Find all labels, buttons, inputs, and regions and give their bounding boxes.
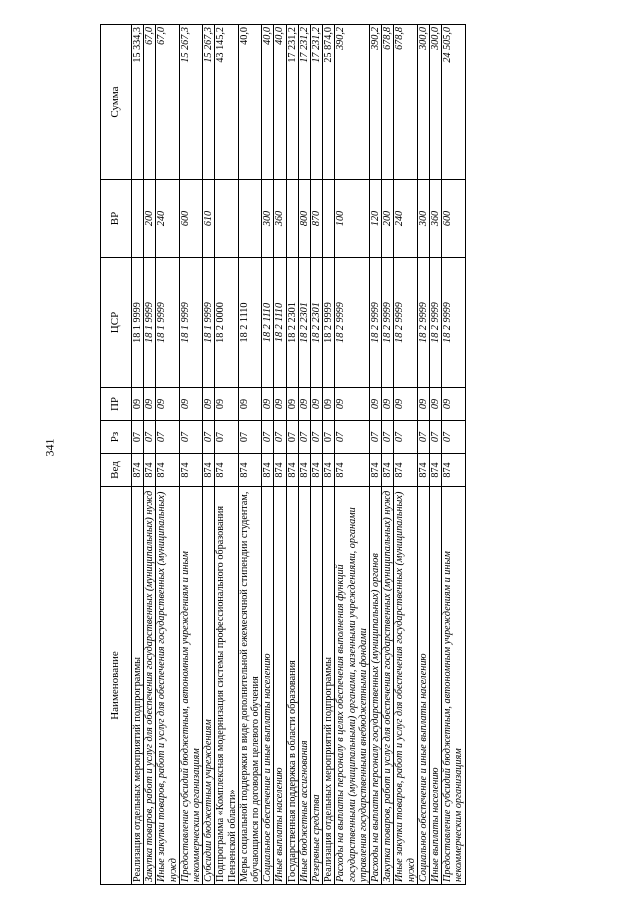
cell-sum: 390,2 xyxy=(335,25,370,180)
cell-csr: 18 2 2301 xyxy=(286,258,298,388)
cell-csr: 18 1 9999 xyxy=(144,258,156,388)
cell-rz: 07 xyxy=(382,421,394,454)
cell-rz: 07 xyxy=(144,421,156,454)
cell-sum: 678,8 xyxy=(382,25,394,180)
cell-pr: 09 xyxy=(382,388,394,421)
cell-vr: 610 xyxy=(203,180,215,258)
cell-rz: 07 xyxy=(262,421,274,454)
header-ved: Вед xyxy=(101,454,132,487)
cell-rz: 07 xyxy=(286,421,298,454)
cell-name: Реализация отдельных мероприятий подпрограммы xyxy=(132,487,144,885)
cell-csr: 18 2 9999 xyxy=(394,258,417,388)
cell-csr: 18 2 9999 xyxy=(430,258,442,388)
cell-name: Закупка товаров, работ и услуг для обеспечения государственных (муниципальных) нужд xyxy=(382,487,394,885)
cell-ved: 874 xyxy=(417,454,429,487)
cell-sum: 67,0 xyxy=(144,25,156,180)
cell-rz: 07 xyxy=(311,421,323,454)
cell-sum: 67,0 xyxy=(156,25,179,180)
cell-name: Государственная поддержка в области образования xyxy=(286,487,298,885)
budget-table-container xyxy=(100,25,466,885)
cell-sum: 300,0 xyxy=(430,25,442,180)
cell-ved: 874 xyxy=(215,454,238,487)
cell-ved: 874 xyxy=(203,454,215,487)
cell-pr: 09 xyxy=(335,388,370,421)
page-number: 341 xyxy=(42,438,57,457)
cell-name: Иные выплаты населению xyxy=(430,487,442,885)
cell-vr: 120 xyxy=(370,180,382,258)
cell-name: Иные бюджетные ассигнования xyxy=(298,487,310,885)
cell-rz: 07 xyxy=(203,421,215,454)
cell-name: Иные закупки товаров, работ и услуг для обеспечения государственных (муниципальных) нужд xyxy=(394,487,417,885)
cell-sum: 25 874,0 xyxy=(323,25,335,180)
cell-csr: 18 2 1110 xyxy=(274,258,286,388)
cell-sum: 17 231,2 xyxy=(311,25,323,180)
cell-vr: 300 xyxy=(417,180,429,258)
header-name: Наименование xyxy=(101,487,132,885)
table-row xyxy=(286,25,298,885)
cell-pr: 09 xyxy=(203,388,215,421)
table-row xyxy=(238,25,261,885)
cell-csr: 18 1 9999 xyxy=(179,258,202,388)
table-row xyxy=(298,25,310,885)
header-csr: ЦСР xyxy=(101,258,132,388)
cell-ved: 874 xyxy=(238,454,261,487)
cell-name: Социальное обеспечение и иные выплаты населению xyxy=(262,487,274,885)
cell-rz: 07 xyxy=(430,421,442,454)
cell-name: Резервные средства xyxy=(311,487,323,885)
cell-name: Иные закупки товаров, работ и услуг для обеспечения государственных (муниципальных) нужд xyxy=(156,487,179,885)
cell-vr: 600 xyxy=(442,180,465,258)
cell-ved: 874 xyxy=(262,454,274,487)
table-row xyxy=(311,25,323,885)
cell-ved: 874 xyxy=(286,454,298,487)
table-row xyxy=(203,25,215,885)
cell-csr: 18 2 2301 xyxy=(298,258,310,388)
table-row xyxy=(274,25,286,885)
cell-ved: 874 xyxy=(370,454,382,487)
cell-csr: 18 2 9999 xyxy=(417,258,429,388)
cell-sum: 15 267,3 xyxy=(179,25,202,180)
cell-csr: 18 1 9999 xyxy=(156,258,179,388)
cell-vr xyxy=(286,180,298,258)
cell-csr: 18 1 9999 xyxy=(132,258,144,388)
cell-ved: 874 xyxy=(311,454,323,487)
cell-name: Субсидии бюджетным учреждениям xyxy=(203,487,215,885)
cell-name: Предоставление субсидий бюджетным, автономным учреждениям и иным некоммерческим организациям xyxy=(442,487,465,885)
cell-pr: 09 xyxy=(430,388,442,421)
cell-csr: 18 2 9999 xyxy=(382,258,394,388)
cell-name: Предоставление субсидий бюджетным, автономным учреждениям и иным некоммерческим организациям xyxy=(179,487,202,885)
cell-vr: 200 xyxy=(382,180,394,258)
cell-sum: 678,8 xyxy=(394,25,417,180)
cell-sum: 300,0 xyxy=(417,25,429,180)
cell-csr: 18 2 9999 xyxy=(442,258,465,388)
cell-pr: 09 xyxy=(156,388,179,421)
cell-rz: 07 xyxy=(394,421,417,454)
cell-ved: 874 xyxy=(274,454,286,487)
cell-pr: 09 xyxy=(370,388,382,421)
cell-rz: 07 xyxy=(370,421,382,454)
cell-name: Социальное обеспечение и иные выплаты населению xyxy=(417,487,429,885)
cell-name: Расходы на выплаты персоналу в целях обеспечения выполнения функций государственными (муниципальными) органами, казенными учреждениями, органами управления государственными внебюджетными фондами xyxy=(335,487,370,885)
cell-csr: 18 2 9999 xyxy=(335,258,370,388)
cell-sum: 40,0 xyxy=(274,25,286,180)
cell-pr: 09 xyxy=(274,388,286,421)
cell-sum: 40,0 xyxy=(262,25,274,180)
cell-ved: 874 xyxy=(132,454,144,487)
cell-vr xyxy=(132,180,144,258)
cell-vr: 360 xyxy=(430,180,442,258)
cell-pr: 09 xyxy=(442,388,465,421)
cell-sum: 17 231,2 xyxy=(286,25,298,180)
table-row xyxy=(394,25,417,885)
cell-vr: 300 xyxy=(262,180,274,258)
cell-sum: 40,0 xyxy=(238,25,261,180)
cell-rz: 07 xyxy=(132,421,144,454)
cell-rz: 07 xyxy=(238,421,261,454)
cell-vr xyxy=(238,180,261,258)
table-row xyxy=(262,25,274,885)
cell-vr xyxy=(323,180,335,258)
cell-csr: 18 2 1110 xyxy=(262,258,274,388)
cell-rz: 07 xyxy=(298,421,310,454)
cell-sum: 15 267,3 xyxy=(203,25,215,180)
cell-ved: 874 xyxy=(179,454,202,487)
cell-rz: 07 xyxy=(417,421,429,454)
cell-pr: 09 xyxy=(144,388,156,421)
cell-rz: 07 xyxy=(442,421,465,454)
cell-sum: 24 505,0 xyxy=(442,25,465,180)
cell-ved: 874 xyxy=(430,454,442,487)
cell-sum: 15 334,3 xyxy=(132,25,144,180)
cell-pr: 09 xyxy=(311,388,323,421)
cell-ved: 874 xyxy=(335,454,370,487)
cell-vr xyxy=(215,180,238,258)
cell-rz: 07 xyxy=(179,421,202,454)
table-row xyxy=(382,25,394,885)
cell-csr: 18 2 1110 xyxy=(238,258,261,388)
cell-vr: 360 xyxy=(274,180,286,258)
header-sum: Сумма xyxy=(101,25,132,180)
table-header-row xyxy=(101,25,132,885)
cell-name: Расходы на выплаты персоналу государственных (муниципальных) органов xyxy=(370,487,382,885)
table-row xyxy=(442,25,465,885)
cell-pr: 09 xyxy=(286,388,298,421)
cell-pr: 09 xyxy=(323,388,335,421)
table-row xyxy=(132,25,144,885)
cell-rz: 07 xyxy=(323,421,335,454)
cell-vr: 240 xyxy=(156,180,179,258)
cell-name: Меры социальной поддержки в виде дополнительной ежемесячной стипендии студентам, обучающимся по договорам целевого обучения xyxy=(238,487,261,885)
cell-vr: 200 xyxy=(144,180,156,258)
header-vr: ВР xyxy=(101,180,132,258)
cell-vr: 870 xyxy=(311,180,323,258)
cell-sum: 43 145,2 xyxy=(215,25,238,180)
cell-ved: 874 xyxy=(382,454,394,487)
table-row xyxy=(323,25,335,885)
cell-rz: 07 xyxy=(156,421,179,454)
cell-rz: 07 xyxy=(335,421,370,454)
header-pr: ПР xyxy=(101,388,132,421)
cell-name: Закупка товаров, работ и услуг для обеспечения государственных (муниципальных) нужд xyxy=(144,487,156,885)
cell-csr: 18 2 9999 xyxy=(370,258,382,388)
cell-pr: 09 xyxy=(238,388,261,421)
cell-csr: 18 1 9999 xyxy=(203,258,215,388)
cell-vr: 800 xyxy=(298,180,310,258)
table-row xyxy=(144,25,156,885)
cell-ved: 874 xyxy=(394,454,417,487)
cell-rz: 07 xyxy=(215,421,238,454)
cell-vr: 240 xyxy=(394,180,417,258)
cell-ved: 874 xyxy=(156,454,179,487)
cell-name: Иные выплаты населению xyxy=(274,487,286,885)
cell-vr: 600 xyxy=(179,180,202,258)
cell-sum: 390,2 xyxy=(370,25,382,180)
budget-table xyxy=(100,24,466,885)
table-row xyxy=(179,25,202,885)
cell-csr: 18 2 2301 xyxy=(311,258,323,388)
cell-ved: 874 xyxy=(442,454,465,487)
cell-pr: 09 xyxy=(215,388,238,421)
cell-pr: 09 xyxy=(394,388,417,421)
cell-pr: 09 xyxy=(179,388,202,421)
table-row xyxy=(156,25,179,885)
table-body xyxy=(132,25,466,885)
cell-csr: 18 2 9999 xyxy=(323,258,335,388)
cell-pr: 09 xyxy=(298,388,310,421)
cell-pr: 09 xyxy=(417,388,429,421)
table-row xyxy=(417,25,429,885)
cell-ved: 874 xyxy=(323,454,335,487)
cell-csr: 18 2 0000 xyxy=(215,258,238,388)
cell-name: Подпрограмма «Комплексная модернизация системы профессионального образования Пензенской области» xyxy=(215,487,238,885)
cell-vr: 100 xyxy=(335,180,370,258)
cell-sum: 17 231,2 xyxy=(298,25,310,180)
cell-pr: 09 xyxy=(132,388,144,421)
table-row xyxy=(430,25,442,885)
table-row xyxy=(215,25,238,885)
cell-rz: 07 xyxy=(274,421,286,454)
table-row xyxy=(335,25,370,885)
cell-ved: 874 xyxy=(144,454,156,487)
cell-name: Реализация отдельных мероприятий подпрограммы xyxy=(323,487,335,885)
table-row xyxy=(370,25,382,885)
header-rz: Рз xyxy=(101,421,132,454)
cell-ved: 874 xyxy=(298,454,310,487)
cell-pr: 09 xyxy=(262,388,274,421)
